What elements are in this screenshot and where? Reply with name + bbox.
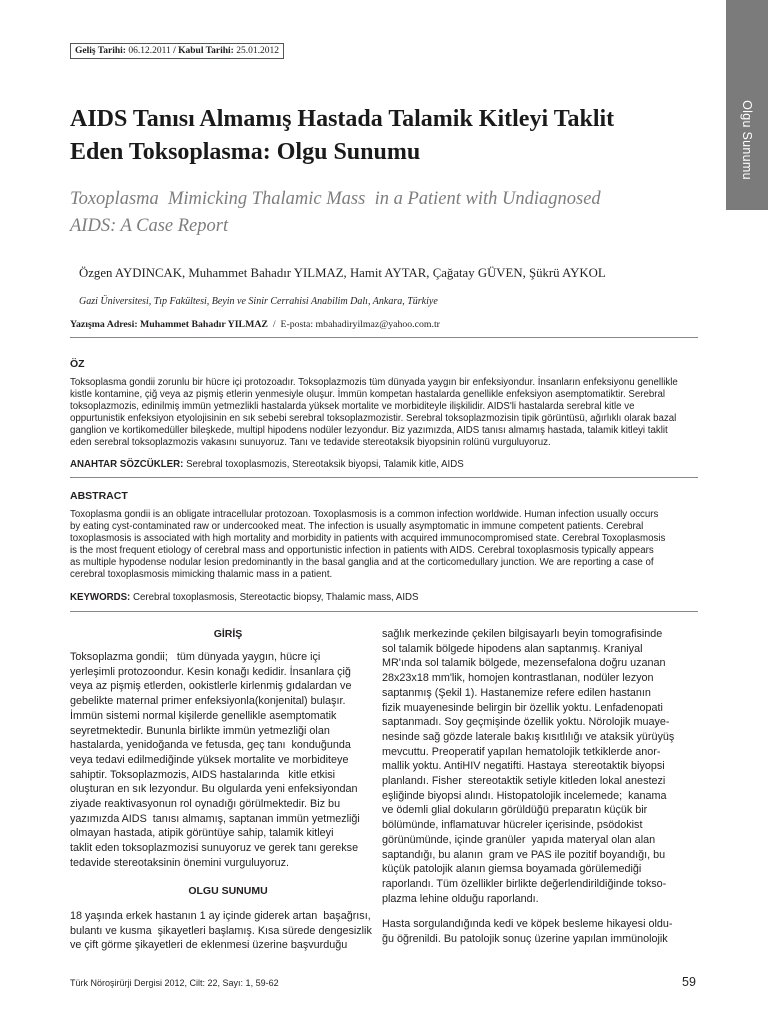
intro-line: taklit eden toksoplazmozisi sunuyoruz ve gerek tanı gerekse — [70, 842, 359, 855]
case-line: saptandığı, bu alanın gram ve PAS ile pozitif boyandığı, bu — [382, 848, 666, 861]
article-dates — [70, 43, 284, 59]
intro-line: gebelikte maternal primer enfeksiyonla(konjenital) bulaşır. — [70, 695, 346, 708]
affiliation: Gazi Üniversitesi, Tıp Fakültesi, Beyin ve Sinir Cerrahisi Anabilim Dalı, Ankara, Türkiye — [79, 296, 438, 307]
abstract-keywords-label: KEYWORDS: — [70, 592, 131, 603]
case-line: plazma lehine olduğu raporlandı. — [382, 892, 539, 905]
case-line: sol talamik bölgede hipodens alan saptanmış. Kraniyal — [382, 642, 643, 655]
intro-line: tedavide stereotaksinin önemini vurguluyoruz. — [70, 856, 290, 869]
oz-line: Toksoplasma gondii zorunlu bir hücre içi protozoadır. Toksoplazmozis tüm dünyada yaygın bir enfeksiyondur. İnsanların enfeksiyonu genellikle — [70, 377, 678, 388]
correspondence-email: / E-posta: mbahadiryilmaz@yahoo.com.tr — [267, 319, 440, 330]
oz-heading: ÖZ — [70, 358, 85, 370]
intro-line: oluşturan en sık lezyondur. Bu olgularda yeni enfeksiyondan — [70, 783, 358, 796]
case-line: MR'ında sol talamik bölgede, mezensefalona doğru uzanan — [382, 657, 666, 670]
case-line: küçük patolojik alanın giemsa boyamada görülemediği — [382, 863, 642, 876]
intro-line: yazımızda AIDS tanısı almamış, saptanan immün yetmezliği — [70, 812, 360, 825]
subtitle-line-2: AIDS: A Case Report — [70, 216, 229, 236]
accepted-date: 25.01.2012 — [236, 46, 279, 56]
case-line: ve ödemli glial dokuların görüldüğü preparatın küçük bir — [382, 804, 648, 817]
intro-line: Toksoplazma gondii; tüm dünyada yaygın, hücre içi — [70, 651, 321, 663]
article-subtitle — [70, 186, 710, 240]
oz-line: toksoplazmozis, edinilmiş immün yetmezlikli hastalarda yüksek mortalite ve morbiditeyle ilişkilidir. AIDS'li hastalarda serebral kitle ve — [70, 401, 635, 413]
oz-line: kistle kontamine, çiğ veya az pişmiş etlerin yenmesiyle oluşur. İmmün kompetan hastalarda genellikle enfeksiyon asemptomatiktir. Serebral — [70, 389, 665, 401]
date-separator: / — [173, 46, 176, 56]
intro-line: veya az pişmiş etlerden, ookistlerle kirlenmiş gıdalardan ve — [70, 680, 352, 693]
divider — [70, 337, 698, 338]
subtitle-line-1: Toxoplasma Mimicking Thalamic Mass in a Patient with Undiagnosed — [70, 189, 601, 209]
oz-body — [70, 377, 698, 450]
case-line: görünümünde, içinde granüler yapıda materyal olan alan — [382, 833, 656, 846]
abstract-line: Toxoplasma gondii is an obligate intracellular protozoan. Toxoplasmosis is a common infection worldwide. Human infection usually occurs — [70, 509, 659, 520]
abstract-keywords-text: Cerebral toxoplasmosis, Stereotactic biopsy, Thalamic mass, AIDS — [130, 592, 419, 603]
intro-line: veya tedavi edilmediğinde yüksek mortalite ve morbiditeye — [70, 753, 349, 766]
received-date: 06.12.2011 — [128, 46, 171, 56]
case-heading: OLGU SUNUMU — [188, 885, 268, 897]
case-line: ğu öğrenildi. Bu patolojik sonuç üzerine yapılan immünolojik — [382, 932, 668, 945]
case-line: bölümünde, inflamatuvar hücreler içerisinde, psödokist — [382, 819, 643, 832]
author-list: Özgen AYDINCAK, Muhammet Bahadır YILMAZ, Hamit AYTAR, Çağatay GÜVEN, Şükrü AYKOL — [79, 266, 606, 280]
abstract-line: is the most frequent etiology of cerebral mass and opportunistic infection in patients with AIDS. Cerebral toxoplasmosis typically appears — [70, 545, 654, 557]
abstract-keywords — [70, 592, 698, 604]
title-line-1: AIDS Tanısı Almamış Hastada Talamik Kitleyi Taklit — [70, 106, 615, 132]
intro-line: hastalarda, yenidoğanda ve fetusda, geç tanı konduğunda — [70, 739, 351, 752]
case-line: eşliğinde biyopsi alındı. Histopatolojik incelemede; kanama — [382, 789, 667, 802]
oz-keywords-text: Serebral toxoplasmozis, Stereotaksik biyopsi, Talamik kitle, AIDS — [183, 459, 464, 470]
case-line: saptanmadı. Soy geçmişinde özellik yoktu. Nörolojik muaye- — [382, 716, 670, 729]
case-line: ve çift görme şikayetleri de eklenmesi üzerine başvurduğu — [70, 939, 348, 952]
case-line: 18 yaşında erkek hastanın 1 ay içinde giderek artan başağrısı, — [70, 910, 371, 922]
case-line: planlandı. Fisher stereotaktik setiyle kitleden lokal anestezi — [382, 775, 666, 788]
case-line: fizik muayenesinde belirgin bir özellik yoktu. Lenfadenopati — [382, 701, 663, 714]
case-line: saptanmış (Şekil 1). Hastanemize refere edilen hastanın — [382, 686, 651, 699]
abstract-line: toxoplasmosis is associated with high mortality and morbidity in patients with acquired immunocompromised state. Cerebral Toxoplasmosis — [70, 533, 666, 545]
intro-line: İmmün sistemi normal kişilerde genellikle asemptomatik — [70, 709, 337, 722]
journal-citation: Türk Nöroşirürji Dergisi 2012, Cilt: 22, Sayı: 1, 59-62 — [70, 978, 279, 988]
correspondence — [70, 319, 440, 330]
article-title — [70, 103, 720, 169]
page-number: 59 — [682, 975, 696, 989]
case-line: mevcuttu. Preoperatif yapılan hematolojik tetkiklerde anor- — [382, 745, 661, 758]
case-line: bulantı ve kusma şikayetleri başlamış. Kısa sürede dengesizlik — [70, 924, 372, 937]
case-line: nesinde sağ gözde laterale bakış kısıtlılığı ve ataksik yürüyüş — [382, 730, 675, 743]
intro-body — [70, 650, 386, 871]
oz-keywords — [70, 459, 698, 471]
intro-line: ziyade reaktivasyonun rol oynadığı görülmektedir. Biz bu — [70, 798, 341, 811]
section-side-tab — [726, 0, 768, 210]
abstract-line: as multiple hypodense nodular lesion predominantly in the basal ganglia and at the corticomedullary junction. We are reporting a case of — [70, 557, 654, 569]
oz-line: eden serebral toksoplazmozis vakasını sunuyoruz. Tanı ve tedavide stereotaksik biyopsinin rolünü vurguluyoruz. — [70, 437, 551, 449]
abstract-heading: ABSTRACT — [70, 490, 128, 502]
case-line: raporlandı. Tüm özellikler birlikte değerlendirildiğinde tokso- — [382, 877, 667, 890]
case-line: sağlık merkezinde çekilen bilgisayarlı beyin tomografisinde — [382, 628, 663, 640]
intro-line: yerleşimli protozoondur. Kesin konağı kedidir. İnsanlara çiğ — [70, 665, 351, 678]
case-body — [70, 909, 386, 953]
case-line: mallik yoktu. AntiHIV negatifti. Hastaya stereotaktik biyopsi — [382, 760, 665, 773]
accepted-label: Kabul Tarihi: — [178, 46, 234, 56]
oz-line: ganglion ve kortikomedüller bileşkede, multipl hipodens nodüler lezyondur. Biz yazımızda, AIDS tanısı almamış hastada, talamik kitleyi taklit — [70, 425, 668, 437]
abstract-line: cerebral toxoplasmosis mimicking thalamic mass in a patient. — [70, 569, 333, 581]
divider — [70, 611, 698, 612]
intro-line: seyretmektedir. Bununla birlikte immün yetmezliği olan — [70, 724, 330, 737]
title-line-2: Eden Toksoplasma: Olgu Sunumu — [70, 139, 421, 165]
correspondence-label: Yazışma Adresi: Muhammet Bahadır YILMAZ — [70, 319, 268, 330]
received-label: Geliş Tarihi: — [75, 46, 126, 56]
case-line: Hasta sorgulandığında kedi ve köpek besleme hikayesi oldu- — [382, 918, 673, 930]
intro-heading: GİRİŞ — [213, 628, 243, 640]
abstract-line: by eating cyst-contaminated raw or undercooked meat. The infection is usually asymptomatic in immune competent patients. Cerebral — [70, 521, 644, 533]
case-continued-body — [382, 627, 698, 906]
divider — [70, 477, 698, 478]
intro-line: olmayan hastada, atipik görüntüye sahip, talamik kitleyi — [70, 827, 334, 840]
case-line: 28x23x18 mm'lik, homojen kontrastlanan, nodüler lezyon — [382, 672, 654, 685]
case-paragraph-2 — [382, 917, 698, 946]
abstract-body — [70, 509, 698, 582]
oz-keywords-label: ANAHTAR SÖZCÜKLER: — [70, 459, 184, 470]
side-tab-label: Olgu Sunumu — [740, 100, 754, 180]
oz-line: oppurtunistik enfeksiyon etyolojisinin en sık sebebi serebral toksoplazmozistir. Serebral toksoplazmozisin tipik görüntüsü, ağırlıklı olarak bazal — [70, 413, 677, 425]
intro-line: sahiptir. Toksoplazmozis, AIDS hastalarında kitle etkisi — [70, 768, 336, 781]
